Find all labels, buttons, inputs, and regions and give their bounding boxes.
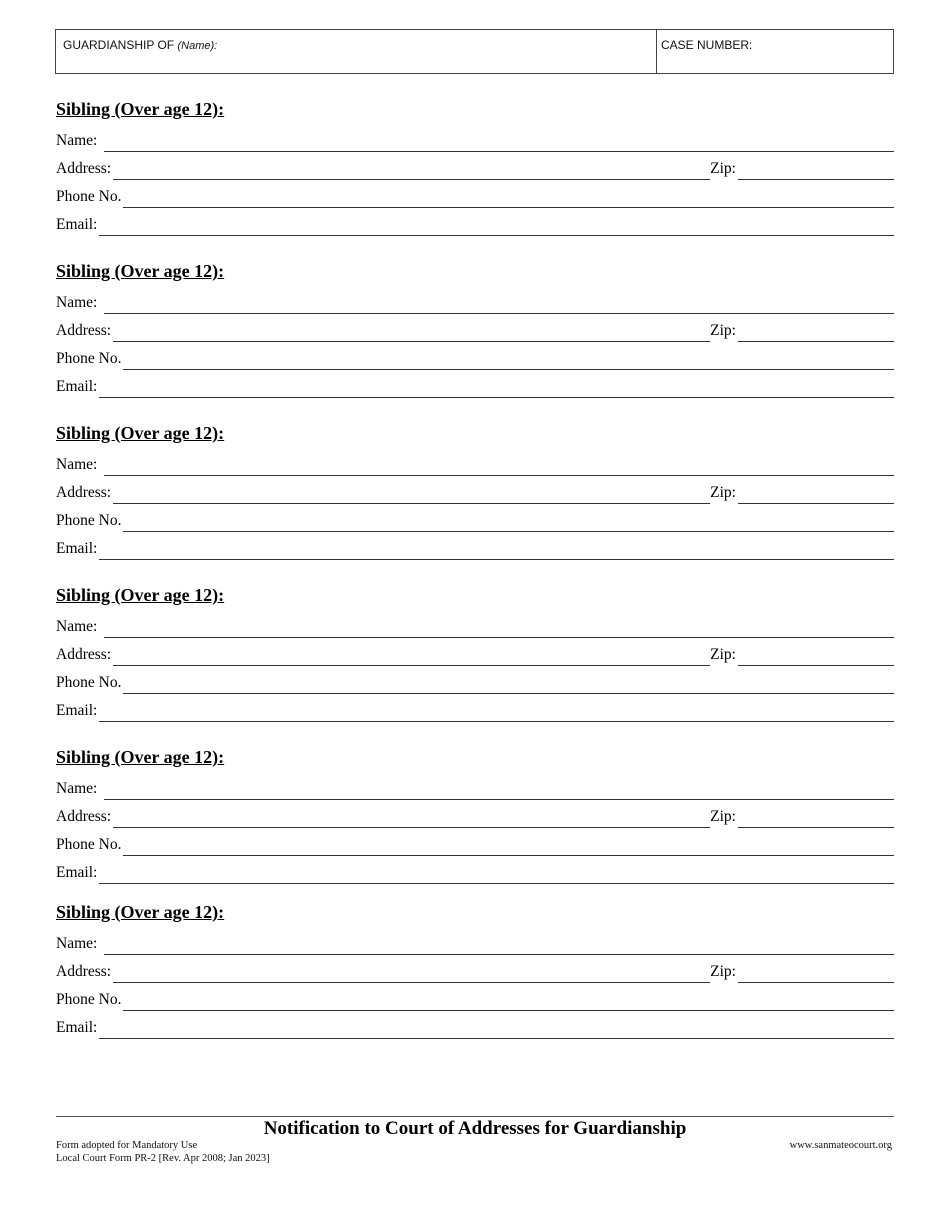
zip-input[interactable] (738, 321, 894, 342)
address-row (56, 314, 894, 342)
sibling-section-title: Sibling (Over age 12): (56, 902, 225, 922)
email-input[interactable] (99, 863, 894, 884)
name-row (56, 772, 894, 800)
address-label: Address: (56, 160, 112, 177)
email-input[interactable] (99, 539, 894, 560)
phone-input[interactable] (123, 187, 894, 208)
email-input[interactable] (99, 377, 894, 398)
name-input[interactable] (104, 779, 894, 800)
sibling-section (56, 582, 894, 722)
name-label: Name: (56, 935, 98, 952)
phone-input[interactable] (123, 990, 894, 1011)
caption-box (55, 29, 894, 74)
address-label: Address: (56, 484, 112, 501)
address-input[interactable] (113, 807, 710, 828)
name-label: Name: (56, 294, 98, 311)
email-row (56, 694, 894, 722)
zip-input[interactable] (738, 159, 894, 180)
sibling-section-title: Sibling (Over age 12): (56, 261, 225, 281)
email-label: Email: (56, 216, 98, 233)
sibling-section (56, 96, 894, 236)
email-label: Email: (56, 540, 98, 557)
phone-label: Phone No. (56, 674, 122, 691)
email-input[interactable] (99, 701, 894, 722)
address-label: Address: (56, 322, 112, 339)
sibling-section (56, 744, 894, 884)
name-label: Name: (56, 132, 98, 149)
name-row (56, 610, 894, 638)
name-label: Name: (56, 618, 98, 635)
zip-input[interactable] (738, 807, 894, 828)
name-input[interactable] (104, 131, 894, 152)
sibling-section (56, 258, 894, 398)
zip-label: Zip: (710, 646, 736, 663)
address-row (56, 476, 894, 504)
address-input[interactable] (113, 645, 710, 666)
email-row (56, 532, 894, 560)
phone-label: Phone No. (56, 991, 122, 1008)
court-website: www.sanmateocourt.org (789, 1140, 892, 1151)
phone-input[interactable] (123, 673, 894, 694)
zip-label: Zip: (710, 963, 736, 980)
address-input[interactable] (113, 483, 710, 504)
phone-row (56, 983, 894, 1011)
email-label: Email: (56, 1019, 98, 1036)
phone-input[interactable] (123, 835, 894, 856)
email-input[interactable] (99, 1018, 894, 1039)
address-label: Address: (56, 808, 112, 825)
phone-row (56, 828, 894, 856)
form-adopted-text: Form adopted for Mandatory Use (56, 1140, 198, 1151)
name-label: Name: (56, 780, 98, 797)
email-input[interactable] (99, 215, 894, 236)
phone-label: Phone No. (56, 350, 122, 367)
email-row (56, 208, 894, 236)
form-title: Notification to Court of Addresses for Guardianship (263, 1118, 687, 1139)
case-number-field[interactable] (657, 30, 893, 73)
email-label: Email: (56, 864, 98, 881)
name-input[interactable] (104, 617, 894, 638)
sibling-section (56, 420, 894, 560)
phone-label: Phone No. (56, 512, 122, 529)
phone-row (56, 666, 894, 694)
name-input[interactable] (104, 455, 894, 476)
email-label: Email: (56, 378, 98, 395)
phone-row (56, 180, 894, 208)
email-row (56, 370, 894, 398)
sibling-section-title: Sibling (Over age 12): (56, 423, 225, 443)
name-row (56, 124, 894, 152)
case-number-label: CASE NUMBER: (661, 38, 753, 52)
name-label: Name: (56, 456, 98, 473)
zip-label: Zip: (710, 160, 736, 177)
address-row (56, 152, 894, 180)
address-row (56, 955, 894, 983)
phone-row (56, 342, 894, 370)
zip-input[interactable] (738, 962, 894, 983)
address-label: Address: (56, 646, 112, 663)
name-input[interactable] (104, 293, 894, 314)
email-row (56, 856, 894, 884)
address-input[interactable] (113, 321, 710, 342)
address-input[interactable] (113, 962, 710, 983)
address-row (56, 638, 894, 666)
phone-input[interactable] (123, 349, 894, 370)
address-input[interactable] (113, 159, 710, 180)
name-input[interactable] (104, 934, 894, 955)
address-label: Address: (56, 963, 112, 980)
phone-label: Phone No. (56, 188, 122, 205)
guardianship-of-field[interactable] (56, 30, 657, 73)
zip-label: Zip: (710, 322, 736, 339)
sibling-section (56, 899, 894, 1039)
address-row (56, 800, 894, 828)
email-row (56, 1011, 894, 1039)
zip-input[interactable] (738, 645, 894, 666)
form-id-text: Local Court Form PR-2 [Rev. Apr 2008; Jan 2023] (56, 1153, 270, 1164)
name-row (56, 286, 894, 314)
sibling-section-title: Sibling (Over age 12): (56, 747, 225, 767)
name-row (56, 927, 894, 955)
phone-input[interactable] (123, 511, 894, 532)
guardianship-of-label: GUARDIANSHIP OF (Name): (63, 38, 218, 52)
phone-label: Phone No. (56, 836, 122, 853)
form-info (56, 1139, 270, 1165)
sibling-section-title: Sibling (Over age 12): (56, 585, 225, 605)
sibling-section-title: Sibling (Over age 12): (56, 99, 225, 119)
email-label: Email: (56, 702, 98, 719)
name-row (56, 448, 894, 476)
zip-label: Zip: (710, 808, 736, 825)
zip-label: Zip: (710, 484, 736, 501)
zip-input[interactable] (738, 483, 894, 504)
phone-row (56, 504, 894, 532)
